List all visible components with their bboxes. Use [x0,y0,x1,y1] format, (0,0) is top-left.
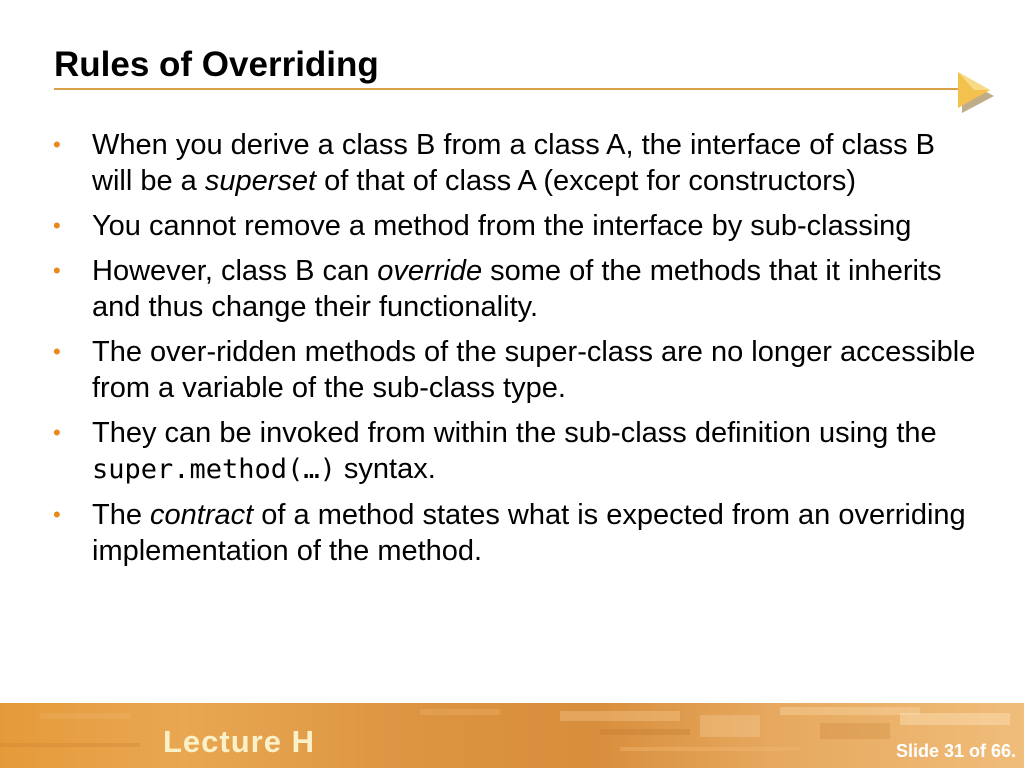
bullet-item [53,415,983,488]
bullet-marker: • [53,420,61,445]
bullet-marker: • [53,213,61,238]
bullet-emphasis: override [377,255,483,287]
bullet-marker: • [53,339,61,364]
bullet-text: However, class B can [92,255,378,287]
bullet-text: The [92,499,151,531]
bullet-text: syntax. [335,453,436,485]
footer-lecture-label: Lecture H [163,724,315,759]
bullet-text: They can be invoked from within the sub-class definition using the [92,417,937,449]
bullet-emphasis: superset [204,165,317,197]
slide-title: Rules of Overriding [54,45,379,84]
bullet-text: of that of class A (except for constructors) [316,165,857,197]
bullet-text: some of the methods that it inherits and thus change their functionality. [92,255,942,323]
circuit-board-texture [0,703,1024,768]
bullet-item [53,334,983,406]
bullet-item [53,497,983,569]
bullet-text: You cannot remove a method from the interface by sub-classing [92,210,912,242]
bullet-code: super.method(…) [92,454,336,485]
bullet-item [53,208,983,244]
bullet-marker: • [53,502,61,527]
bullet-emphasis: contract [150,499,254,531]
bullet-item [53,253,983,325]
bullet-item [53,127,983,199]
slide-counter: Slide 31 of 66. [895,741,1016,761]
bullet-text: The over-ridden methods of the super-class are no longer accessible from a variable of the sub-class type. [92,336,976,404]
bullet-marker: • [53,258,61,283]
footer-band [0,703,1024,768]
bullet-text: When you derive a class B from a class A, the interface of class B will be a [92,129,935,197]
bullet-text: of a method states what is expected from an overriding implementation of the method. [92,499,966,567]
title-underline [54,88,972,90]
bullet-marker: • [53,132,61,157]
triangle-arrow-right-icon [956,70,996,116]
bullet-list [53,127,983,578]
